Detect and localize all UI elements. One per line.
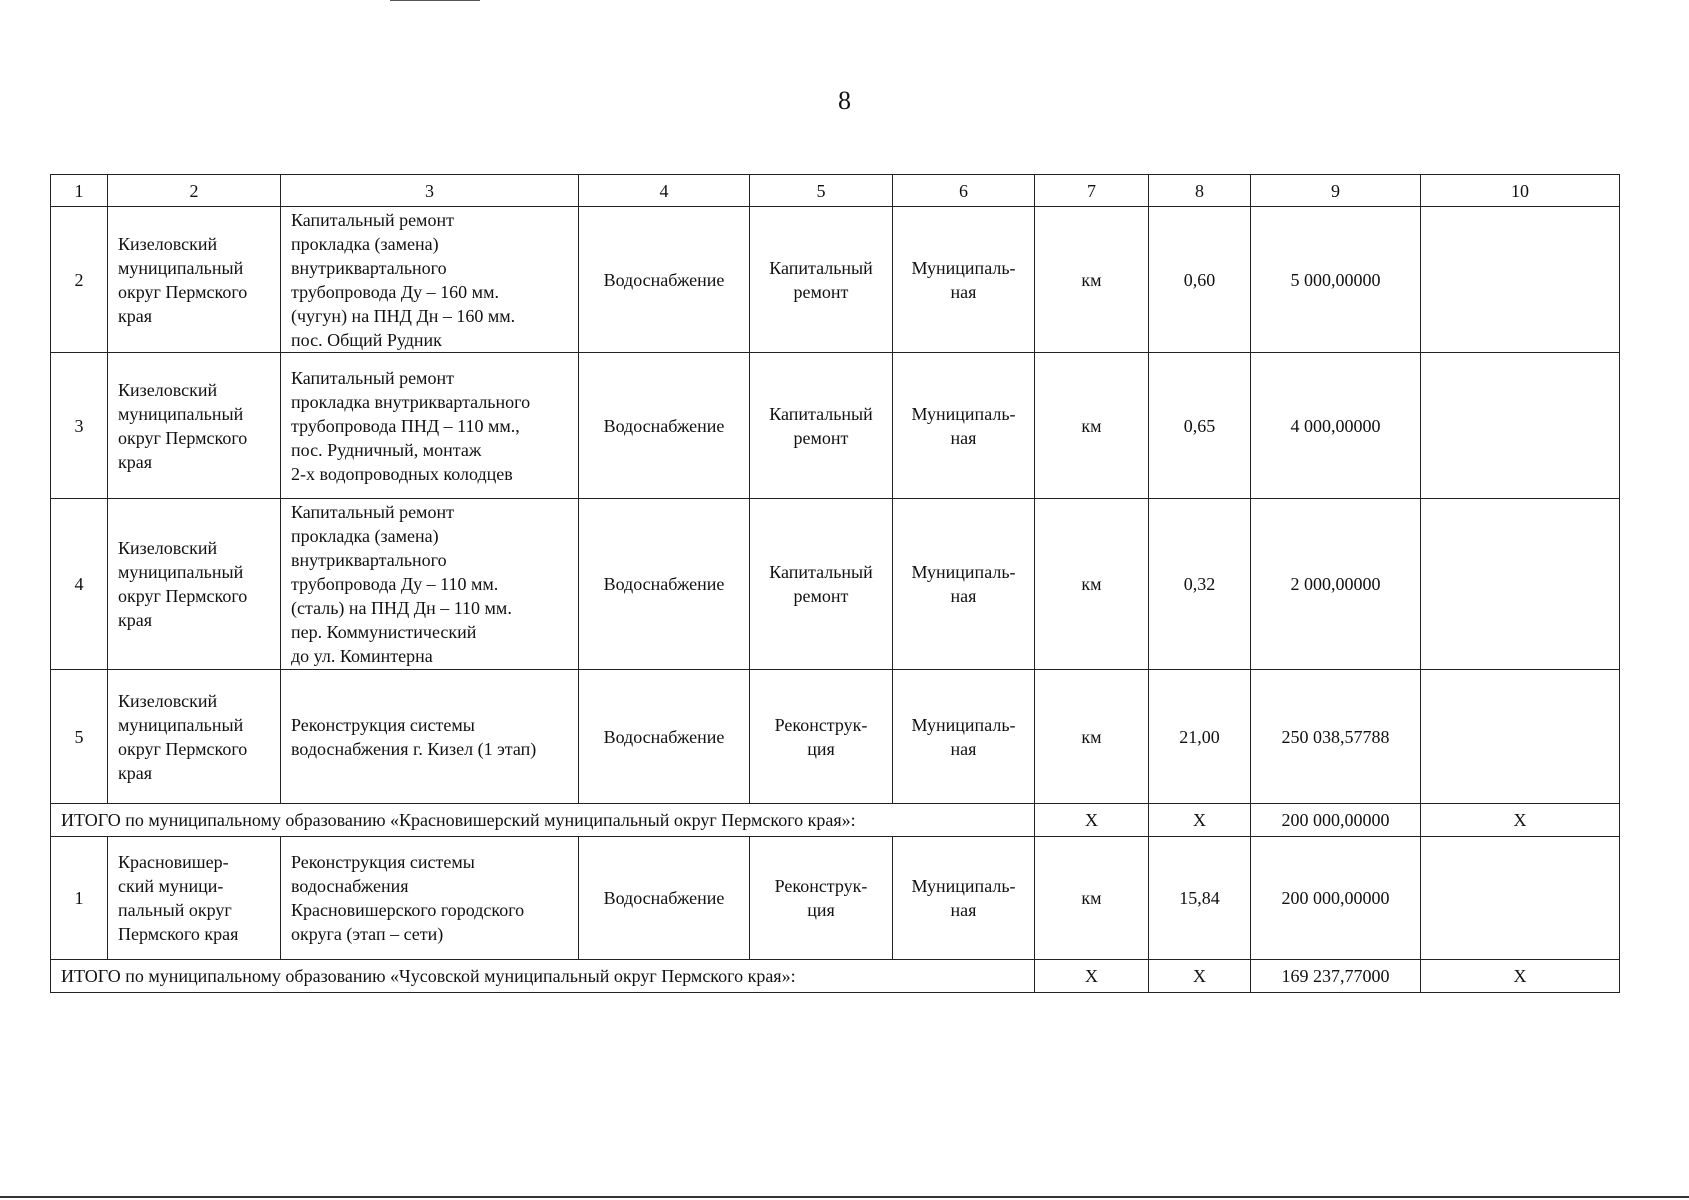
- note-cell: [1421, 670, 1620, 804]
- column-header: 10: [1421, 175, 1620, 207]
- territory-cell: Кизеловский муниципальный округ Пермского края: [108, 499, 281, 670]
- total-row-chusovoy: [51, 960, 1620, 993]
- capital-repair-table: [50, 174, 1620, 993]
- cost-cell: 2 000,00000: [1251, 499, 1421, 670]
- column-header: 3: [281, 175, 579, 207]
- scan-edge-top: [390, 0, 480, 1]
- cost-cell: 200 000,00000: [1251, 837, 1421, 960]
- work-type-cell: Реконструк- ция: [750, 837, 893, 960]
- total-row-krasnovishersk: [51, 804, 1620, 837]
- object-name-cell: Реконструкция системы водоснабжения Красновишерского городского округа (этап – сети): [281, 837, 579, 960]
- total-col10: X: [1421, 804, 1620, 837]
- object-name-cell: Капитальный ремонт прокладка (замена) внутриквартального трубопровода Ду – 110 мм. (сталь) на ПНД Дн – 110 мм. пер. Коммунистический до ул. Коминтерна: [281, 499, 579, 670]
- quantity-cell: 21,00: [1149, 670, 1251, 804]
- sphere-cell: Водоснабжение: [579, 837, 750, 960]
- unit-cell: км: [1035, 837, 1149, 960]
- object-name-cell: Реконструкция системы водоснабжения г. Кизел (1 этап): [281, 670, 579, 804]
- object-name-cell: Капитальный ремонт прокладка (замена) внутриквартального трубопровода Ду – 160 мм. (чугун) на ПНД Дн – 160 мм. пос. Общий Рудник: [281, 207, 579, 353]
- column-header: 8: [1149, 175, 1251, 207]
- page-number: 8: [838, 86, 851, 115]
- quantity-cell: 0,60: [1149, 207, 1251, 353]
- row-number: 2: [51, 207, 108, 353]
- column-header: 4: [579, 175, 750, 207]
- object-name-cell: Капитальный ремонт прокладка внутриквартального трубопровода ПНД – 110 мм., пос. Рудничный, монтаж 2-х водопроводных колодцев: [281, 353, 579, 499]
- sphere-cell: Водоснабжение: [579, 207, 750, 353]
- quantity-cell: 15,84: [1149, 837, 1251, 960]
- column-header: 6: [893, 175, 1035, 207]
- work-type-cell: Капитальный ремонт: [750, 353, 893, 499]
- total-col7: X: [1035, 804, 1149, 837]
- total-col7: X: [1035, 960, 1149, 993]
- column-header: 1: [51, 175, 108, 207]
- table-header-row: [51, 175, 1620, 207]
- work-type-cell: Капитальный ремонт: [750, 499, 893, 670]
- unit-cell: км: [1035, 353, 1149, 499]
- sphere-cell: Водоснабжение: [579, 499, 750, 670]
- work-type-cell: Капитальный ремонт: [750, 207, 893, 353]
- table-row: [51, 207, 1620, 353]
- note-cell: [1421, 207, 1620, 353]
- unit-cell: км: [1035, 670, 1149, 804]
- ownership-cell: Муниципаль- ная: [893, 499, 1035, 670]
- column-header: 7: [1035, 175, 1149, 207]
- table-row: [51, 837, 1620, 960]
- total-label: ИТОГО по муниципальному образованию «Чусовской муниципальный округ Пермского края»:: [51, 960, 1035, 993]
- total-col10: X: [1421, 960, 1620, 993]
- note-cell: [1421, 499, 1620, 670]
- cost-cell: 250 038,57788: [1251, 670, 1421, 804]
- column-header: 5: [750, 175, 893, 207]
- ownership-cell: Муниципаль- ная: [893, 837, 1035, 960]
- row-number: 1: [51, 837, 108, 960]
- unit-cell: км: [1035, 499, 1149, 670]
- row-number: 5: [51, 670, 108, 804]
- note-cell: [1421, 353, 1620, 499]
- sphere-cell: Водоснабжение: [579, 670, 750, 804]
- sphere-cell: Водоснабжение: [579, 353, 750, 499]
- total-col8: X: [1149, 804, 1251, 837]
- cost-cell: 4 000,00000: [1251, 353, 1421, 499]
- row-number: 3: [51, 353, 108, 499]
- note-cell: [1421, 837, 1620, 960]
- territory-cell: Красновишер- ский муници- пальный округ Пермского края: [108, 837, 281, 960]
- work-type-cell: Реконструк- ция: [750, 670, 893, 804]
- table-row: [51, 499, 1620, 670]
- ownership-cell: Муниципаль- ная: [893, 207, 1035, 353]
- territory-cell: Кизеловский муниципальный округ Пермского края: [108, 207, 281, 353]
- ownership-cell: Муниципаль- ная: [893, 670, 1035, 804]
- column-header: 9: [1251, 175, 1421, 207]
- cost-cell: 5 000,00000: [1251, 207, 1421, 353]
- quantity-cell: 0,65: [1149, 353, 1251, 499]
- scan-edge-bottom: [0, 1196, 1689, 1198]
- total-label: ИТОГО по муниципальному образованию «Красновишерский муниципальный округ Пермского края»:: [51, 804, 1035, 837]
- row-number: 4: [51, 499, 108, 670]
- total-col8: X: [1149, 960, 1251, 993]
- territory-cell: Кизеловский муниципальный округ Пермского края: [108, 670, 281, 804]
- territory-cell: Кизеловский муниципальный округ Пермского края: [108, 353, 281, 499]
- column-header: 2: [108, 175, 281, 207]
- quantity-cell: 0,32: [1149, 499, 1251, 670]
- total-cost: 200 000,00000: [1251, 804, 1421, 837]
- table-row: [51, 353, 1620, 499]
- unit-cell: км: [1035, 207, 1149, 353]
- total-cost: 169 237,77000: [1251, 960, 1421, 993]
- table-row: [51, 670, 1620, 804]
- ownership-cell: Муниципаль- ная: [893, 353, 1035, 499]
